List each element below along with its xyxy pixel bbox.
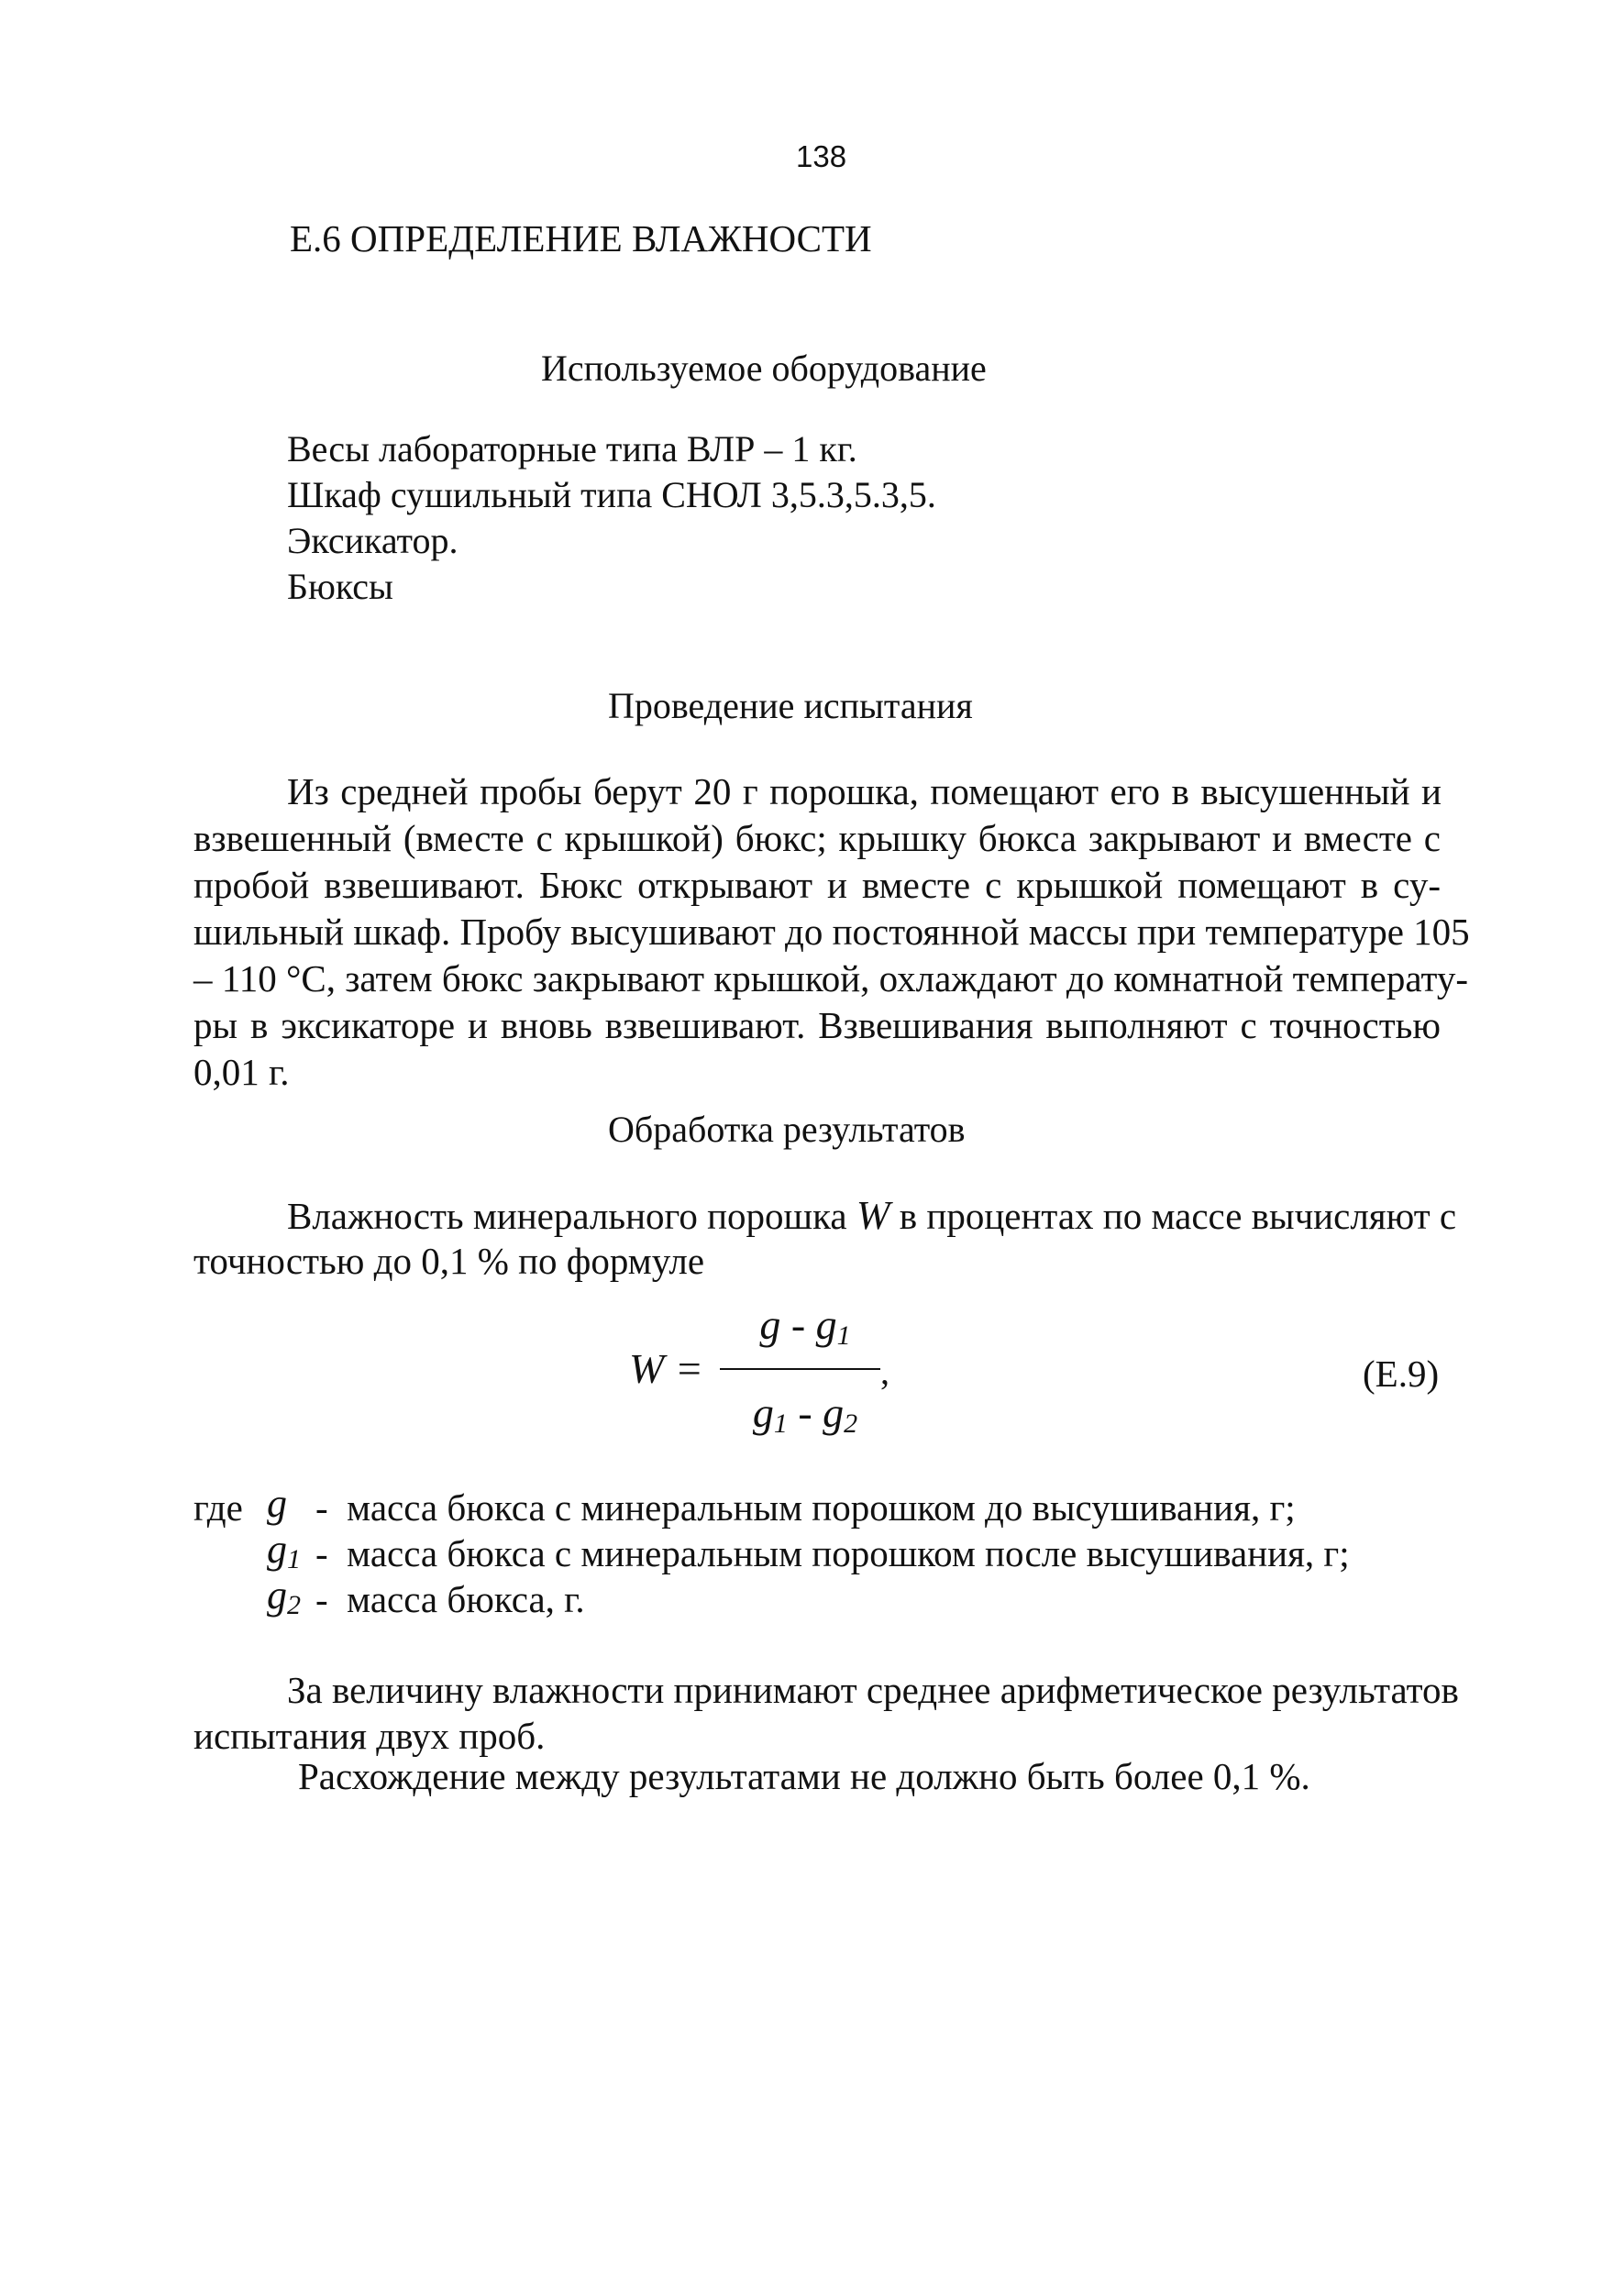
equipment-item: Шкаф сушильный типа СНОЛ 3,5.3,5.3,5.	[287, 474, 936, 515]
definition-symbol: g	[267, 1573, 287, 1618]
formula-subscript: 1	[836, 1320, 851, 1351]
definition-text: - масса бюкса с минеральным порошком после высушивания, г;	[315, 1532, 1350, 1574]
definition-subscript: 2	[287, 1590, 301, 1620]
procedure-line: взвешенный (вместе с крышкой) бюкс; крышку бюкса закрывают и вместе с	[193, 817, 1441, 859]
definition-symbol: g	[267, 1527, 287, 1572]
formula-g: g	[823, 1389, 845, 1436]
definition-item	[267, 1572, 585, 1621]
formula-minus: -	[780, 1301, 816, 1348]
procedure-line: ры в эксикаторе и вновь взвешивают. Взвешивания выполняют с точностью	[193, 1004, 1441, 1046]
equipment-heading: Используемое оборудование	[541, 348, 987, 389]
formula-minus: -	[787, 1389, 823, 1436]
results-intro-line2: точностью до 0,1 % по формуле	[193, 1240, 705, 1282]
procedure-heading: Проведение испытания	[608, 685, 973, 726]
procedure-line: – 110 °С, затем бюкс закрывают крышкой, охлаждают до комнатной температу-	[193, 957, 1469, 999]
results-intro-line	[287, 1192, 1457, 1239]
formula-g: g	[759, 1301, 781, 1348]
w-symbol: W	[856, 1193, 890, 1238]
definition-item	[267, 1526, 1350, 1575]
page-number: 138	[796, 139, 847, 173]
discrepancy-note: Расхождение между результатами не должно быть более 0,1 %.	[298, 1755, 1310, 1797]
section-title: Е.6 ОПРЕДЕЛЕНИЕ ВЛАЖНОСТИ	[290, 217, 872, 260]
formula-subscript: 2	[844, 1408, 858, 1439]
formula-g: g	[815, 1301, 837, 1348]
procedure-line: пробой взвешивают. Бюкс открывают и вместе с крышкой помещают в су-	[193, 864, 1441, 906]
results-intro-text: в процентах по массе вычисляют с	[889, 1195, 1457, 1237]
fraction-bar	[720, 1368, 880, 1370]
procedure-line: шильный шкаф. Пробу высушивают до постоянной массы при температуре 105	[193, 911, 1470, 953]
equipment-item: Эксикатор.	[287, 520, 458, 561]
formula-lhs: W =	[629, 1345, 703, 1392]
formula-subscript: 1	[773, 1408, 788, 1439]
equipment-item: Весы лабораторные типа ВЛР – 1 кг.	[287, 428, 857, 469]
results-intro-text: Влажность минерального порошка	[287, 1195, 856, 1237]
procedure-line: 0,01 г.	[193, 1051, 290, 1093]
definition-item	[267, 1480, 1296, 1530]
formula-denominator	[713, 1388, 897, 1440]
definition-symbol: g	[267, 1481, 287, 1526]
where-word: где	[193, 1486, 243, 1529]
formula-g: g	[752, 1389, 774, 1436]
formula-comma: ,	[880, 1351, 889, 1392]
definition-text: - масса бюкса, г.	[315, 1578, 585, 1620]
definition-text: - масса бюкса с минеральным порошком до высушивания, г;	[315, 1486, 1296, 1529]
conclusion-line: За величину влажности принимают среднее арифметическое результатов	[287, 1669, 1459, 1711]
results-heading: Обработка результатов	[608, 1109, 966, 1150]
equipment-item: Бюксы	[287, 566, 393, 607]
conclusion-line: испытания двух проб.	[193, 1715, 546, 1757]
definition-subscript: 1	[287, 1544, 301, 1574]
procedure-line: Из средней пробы берут 20 г порошка, помещают его в высушенный и	[287, 770, 1442, 812]
formula-numerator	[713, 1300, 897, 1352]
equation-label: (Е.9)	[1363, 1353, 1440, 1395]
